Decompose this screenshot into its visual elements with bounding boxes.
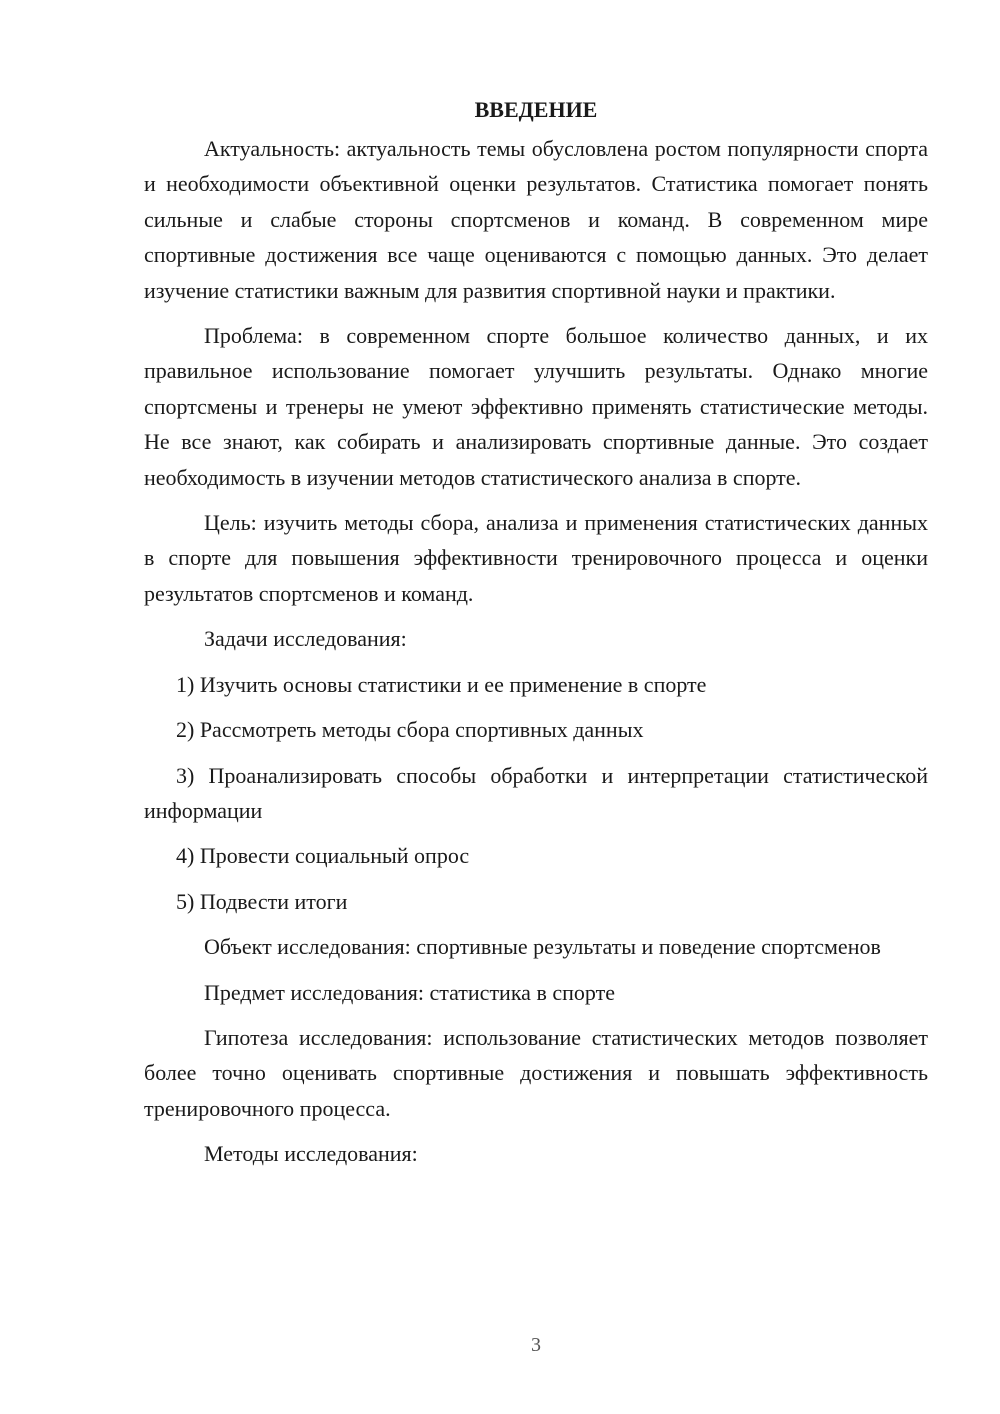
- paragraph-tasks-heading: Задачи исследования:: [204, 626, 407, 652]
- paragraph-hypothesis: Гипотеза исследования: использование статистических методов позволяет более точно оценивать спортивные достижения и повышать эффективность тренировочного процесса.: [144, 1024, 928, 1121]
- paragraph-problem: Проблема: в современном спорте большое количество данных, и их правильное использование помогает улучшить результаты. Однако многие спортсмены и тренеры не умеют эффективно применять статистические методы. Не все знают, как собирать и анализировать спортивные данные. Это создает необходимость в изучении методов статистического анализа в спорте.: [144, 323, 928, 490]
- paragraph-object: Объект исследования: спортивные результаты и поведение спортсменов: [204, 934, 881, 960]
- paragraph-goal: Цель: изучить методы сбора, анализа и применения статистических данных в спорте для повышения эффективности тренировочного процесса и оценки результатов спортсменов и команд.: [144, 510, 928, 606]
- section-heading: ВВЕДЕНИЕ: [474, 97, 598, 122]
- task-item: 4) Провести социальный опрос: [176, 843, 470, 869]
- task-item: 1) Изучить основы статистики и ее применение в спорте: [176, 671, 707, 697]
- task-item: 2) Рассмотреть методы сбора спортивных данных: [176, 717, 644, 743]
- task-item: 5) Подвести итоги: [176, 888, 348, 914]
- paragraph-relevance: Актуальность: актуальность темы обусловлена ростом популярности спорта и необходимости объективной оценки результатов. Статистика помогает понять сильные и слабые стороны спортсменов и команд. В современном мире спортивные достижения все чаще оцениваются с помощью данных. Это делает изучение статистики важным для развития спортивной науки и практики.: [144, 136, 928, 303]
- paragraph-methods: Методы исследования:: [204, 1141, 418, 1167]
- document-page: [144, 92, 928, 1172]
- page-number: 3: [531, 1334, 541, 1356]
- paragraph-subject: Предмет исследования: статистика в спорте: [204, 979, 615, 1005]
- task-item: 3) Проанализировать способы обработки и интерпретации статистической информации: [144, 762, 928, 823]
